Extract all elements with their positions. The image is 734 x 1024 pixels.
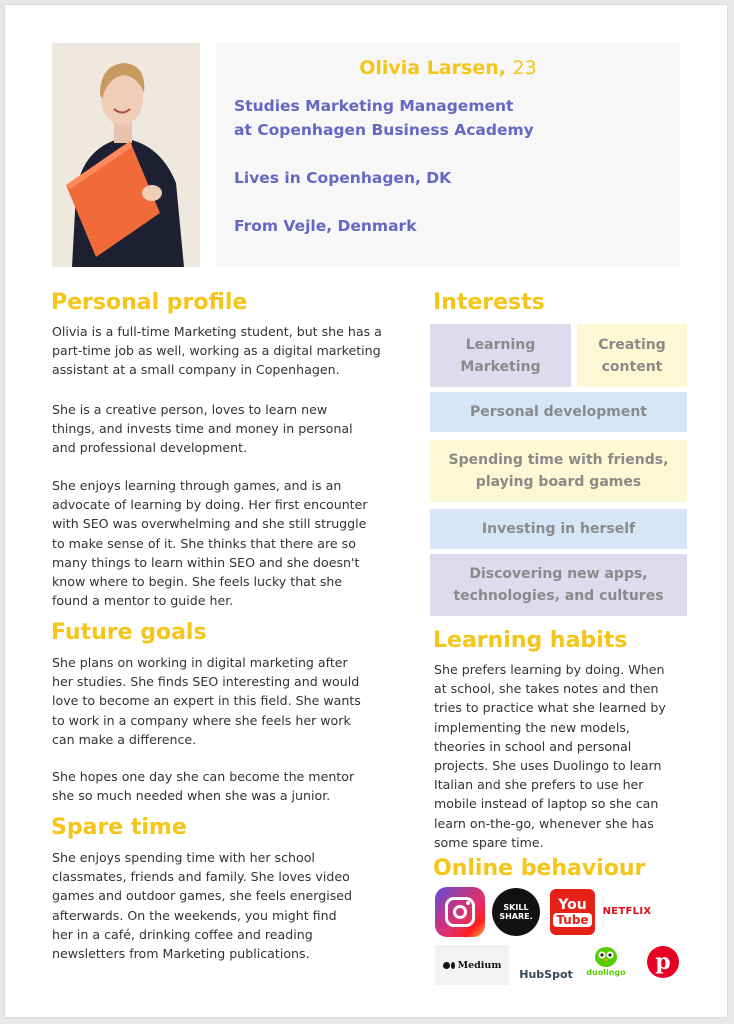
learning-habits-text: She prefers learning by doing. When at school, she takes notes and then tries to practice what she learned by implementing the new models, theories in school and personal projects. She uses Duolingo to learn Italian and she prefers to use her mobile instead of laptop so she can learn on-the-go, whenever she has some spare time. bbox=[434, 662, 666, 850]
personal-profile-title: Personal profile bbox=[51, 290, 248, 315]
personal-profile-p1: Olivia is a full-time Marketing student, but she has a part-time job as well, working as a digital marketing assistant at a small company in Copenhagen. bbox=[52, 324, 382, 378]
interest-investing-herself: Investing in herself bbox=[430, 509, 687, 549]
netflix-logo: NETFLIX bbox=[602, 905, 652, 917]
lives-info: Lives in Copenhagen, DK bbox=[234, 169, 452, 187]
duolingo-text: duolingo bbox=[586, 968, 626, 977]
future-goals-title: Future goals bbox=[51, 620, 207, 645]
duolingo-logo bbox=[583, 939, 629, 983]
skillshare-logo: SKILL SHARE. bbox=[492, 888, 540, 936]
header-card bbox=[216, 43, 680, 267]
interest-discovering: Discovering new apps, technologies, and cultures bbox=[430, 554, 687, 616]
instagram-icon bbox=[435, 887, 485, 937]
interests-title: Interests bbox=[433, 290, 545, 315]
from-info: From Vejle, Denmark bbox=[234, 217, 417, 235]
interest-spending-time: Spending time with friends, playing board games bbox=[430, 440, 687, 502]
online-behaviour-title: Online behaviour bbox=[433, 856, 646, 881]
future-goals-p1: She plans on working in digital marketing after her studies. She finds SEO interesting and would love to become an expert in this field. She wants to work in a company where she feels her work can make a difference. bbox=[52, 655, 361, 747]
hubspot-logo: HubSpot bbox=[519, 967, 573, 981]
interest-personal-development: Personal development bbox=[430, 392, 687, 432]
duolingo-owl-icon bbox=[593, 944, 619, 968]
profile-photo bbox=[52, 43, 200, 267]
persona-age: 23 bbox=[512, 57, 537, 79]
spare-time-title: Spare time bbox=[51, 815, 187, 840]
personal-profile-p2: She is a creative person, loves to learn new things, and invests time and money in personal and professional development. bbox=[52, 402, 353, 456]
interest-learning-marketing: Learning Marketing bbox=[430, 324, 571, 387]
study-info bbox=[234, 94, 534, 142]
name-line bbox=[216, 57, 680, 79]
study-line-2: at Copenhagen Business Academy bbox=[234, 121, 534, 139]
youtube-logo-bottom: Tube bbox=[553, 913, 591, 927]
medium-logo bbox=[435, 945, 509, 985]
persona-page bbox=[4, 4, 728, 1018]
learning-habits-title: Learning habits bbox=[433, 628, 628, 653]
spare-time-p1: She enjoys spending time with her school classmates, friends and family. She loves video games and outdoor games, she feels energised afterwards. On the weekends, you might find her in a café, drinking coffee and reading newsletters from Marketing publications. bbox=[52, 850, 353, 962]
youtube-logo-top: You bbox=[558, 896, 587, 913]
youtube-logo bbox=[550, 889, 595, 935]
future-goals-p2: She hopes one day she can become the mentor she so much needed when she was a junior. bbox=[52, 769, 355, 804]
person-illustration bbox=[52, 43, 200, 267]
study-line-1: Studies Marketing Management bbox=[234, 97, 514, 115]
pinterest-icon: p bbox=[647, 946, 679, 978]
medium-logo-text: Medium bbox=[457, 959, 502, 971]
personal-profile-p3: She enjoys learning through games, and is an advocate of learning by doing. Her first encounter with SEO was overwhelming and she still struggle to make sense of it. She thinks that there are so many things to learn within SEO and she doesn't know where to begin. She feels lucky that she found a mentor to guide her. bbox=[52, 478, 368, 609]
persona-name: Olivia Larsen, bbox=[359, 57, 506, 79]
interest-creating-content: Creating content bbox=[577, 324, 687, 387]
